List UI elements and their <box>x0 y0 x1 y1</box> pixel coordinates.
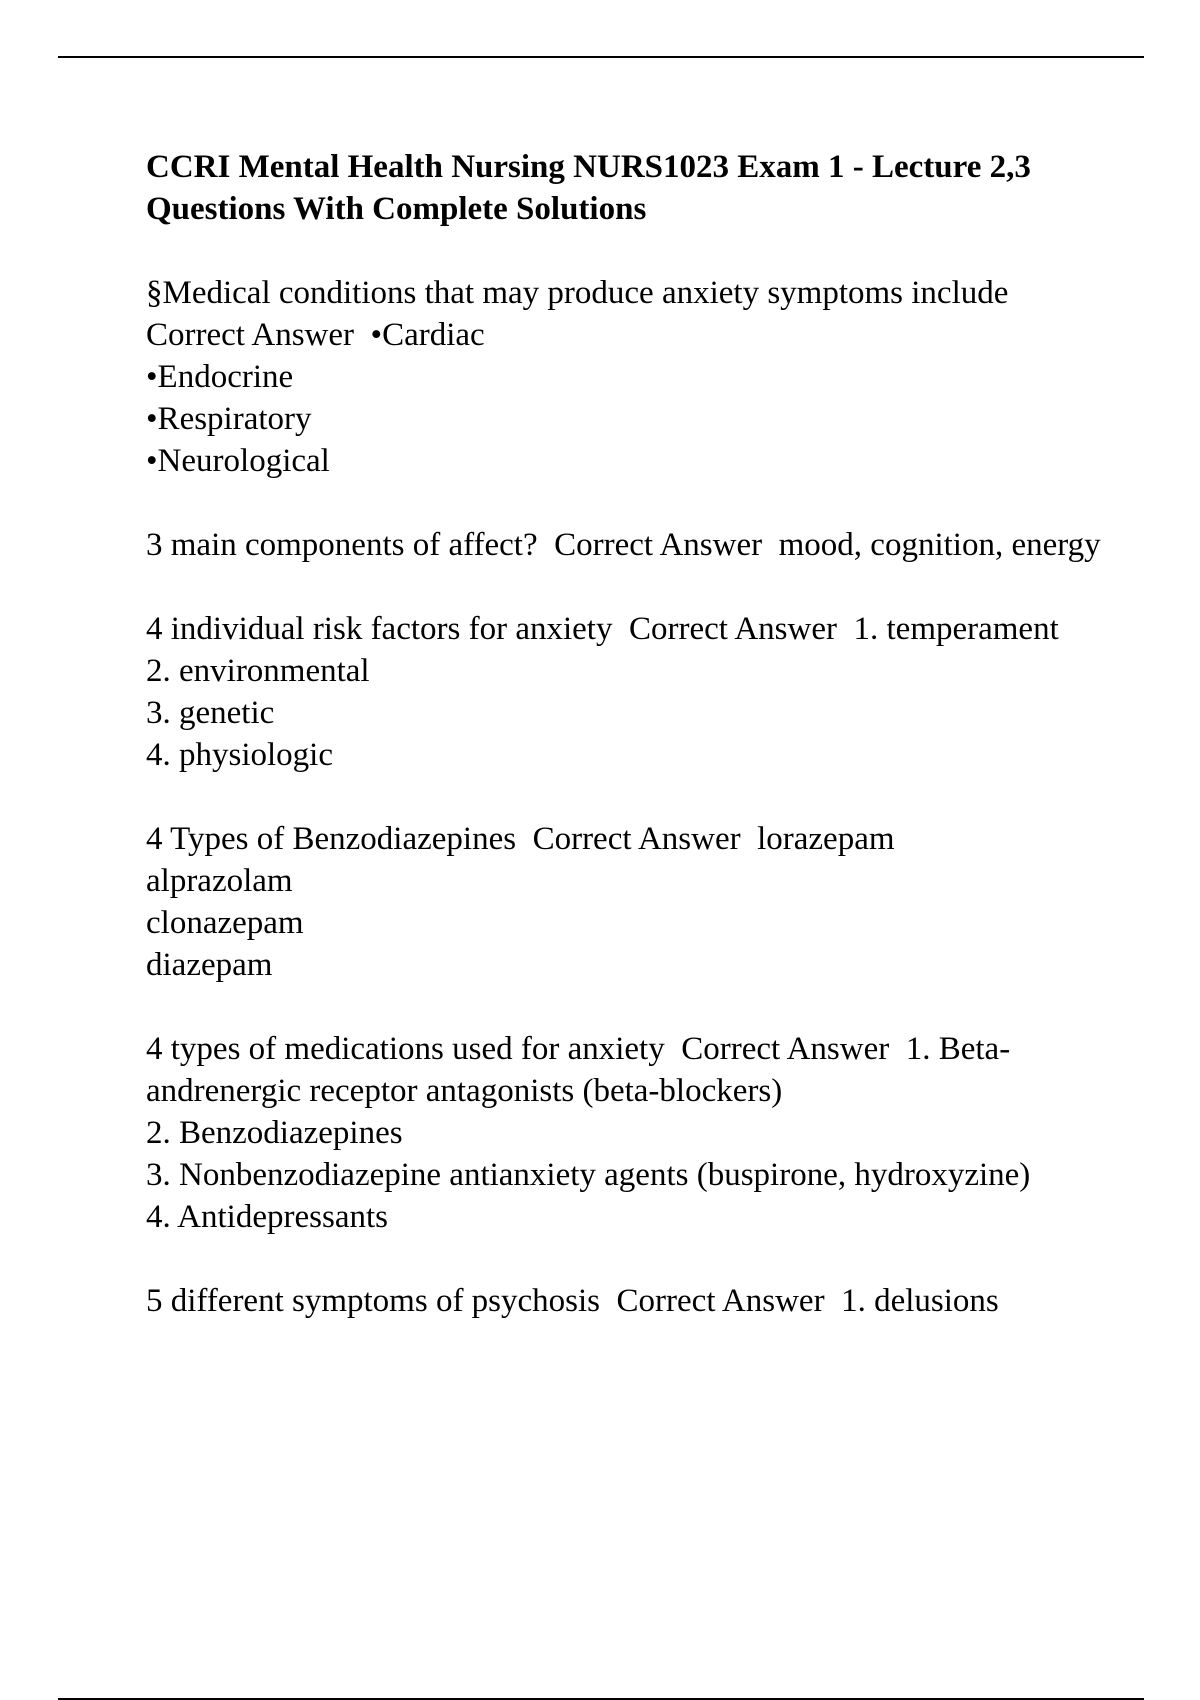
answer-line: 3. genetic <box>146 695 275 731</box>
qa-item-6 <box>146 1280 1106 1322</box>
qa-question-line <box>146 818 1106 860</box>
answer-marker: Correct Answer <box>146 317 355 353</box>
answer-line: clonazepam <box>146 905 304 941</box>
answer-line: •Neurological <box>146 443 330 479</box>
qa-question-line <box>146 1280 1106 1322</box>
question-text: 5 different symptoms of psychosis <box>146 1283 601 1319</box>
answer-text: 1. delusions <box>841 1283 999 1319</box>
question-text: 4 Types of Benzodiazepines <box>146 821 517 857</box>
question-text: 4 individual risk factors for anxiety <box>146 611 613 647</box>
answer-line: •Endocrine <box>146 359 294 395</box>
answer-line: 2. Benzodiazepines <box>146 1115 403 1151</box>
answer-marker: Correct Answer <box>616 1283 825 1319</box>
qa-question-line <box>146 608 1106 650</box>
question-text: 4 types of medications used for anxiety <box>146 1031 665 1067</box>
answer-marker: Correct Answer <box>681 1031 890 1067</box>
qa-item-3 <box>146 608 1106 776</box>
answer-line: diazepam <box>146 947 273 983</box>
document-page <box>146 146 1106 1322</box>
qa-question-line <box>146 524 1106 566</box>
question-text: §Medical conditions that may produce anxiety symptoms include <box>146 275 1009 311</box>
answer-text: mood, cognition, energy <box>778 527 1101 563</box>
qa-question-line <box>146 1028 1106 1112</box>
answer-text: •Cardiac <box>370 317 485 353</box>
answer-text: 1. Beta-andrenergic receptor antagonists (beta-blockers) <box>146 1031 1011 1109</box>
top-rule <box>58 56 1144 58</box>
answer-line: 4. physiologic <box>146 737 333 773</box>
answer-marker: Correct Answer <box>554 527 763 563</box>
answer-line: 4. Antidepressants <box>146 1199 388 1235</box>
document-title: CCRI Mental Health Nursing NURS1023 Exam 1 - Lecture 2,3 Questions With Complete Solutions <box>146 149 1031 227</box>
qa-item-5 <box>146 1028 1106 1238</box>
answer-line: alprazolam <box>146 863 293 899</box>
qa-question-line <box>146 272 1106 356</box>
answer-marker: Correct Answer <box>628 611 837 647</box>
qa-item-4 <box>146 818 1106 986</box>
question-text: 3 main components of affect? <box>146 527 538 563</box>
answer-text: lorazepam <box>757 821 895 857</box>
answer-line: 2. environmental <box>146 653 370 689</box>
qa-item-2 <box>146 524 1106 566</box>
qa-item-1 <box>146 272 1106 482</box>
answer-line: 3. Nonbenzodiazepine antianxiety agents (buspirone, hydroxyzine) <box>146 1157 1031 1193</box>
answer-text: 1. temperament <box>853 611 1059 647</box>
answer-marker: Correct Answer <box>532 821 741 857</box>
answer-line: •Respiratory <box>146 401 312 437</box>
